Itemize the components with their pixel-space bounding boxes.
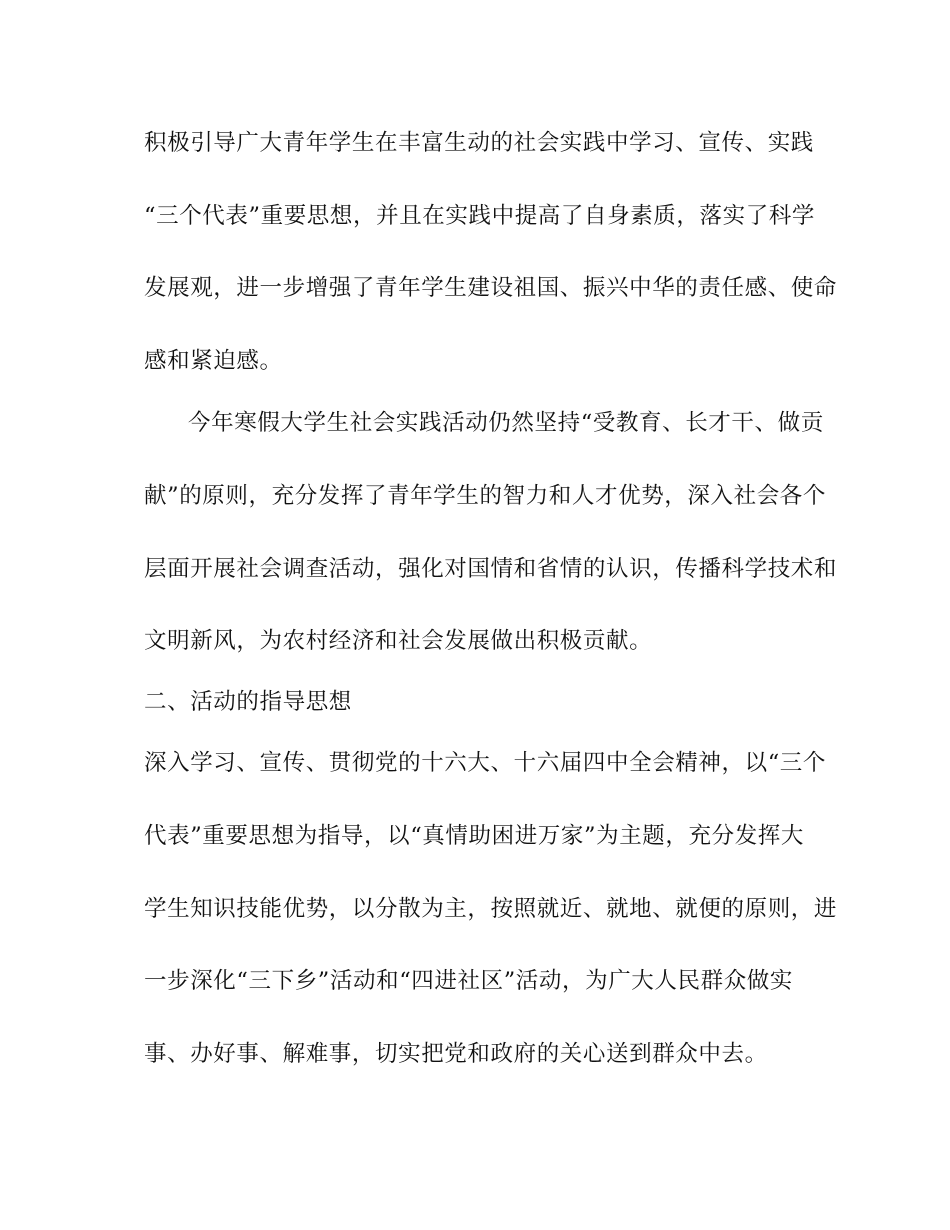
paragraph-1-line-4: 感和紧迫感。 [144,348,283,374]
section-heading: 二、活动的指导思想 [144,689,352,715]
paragraph-3-line-2: 代表”重要思想为指导，以“真情助困进万家”为主题，充分发挥大 [144,823,805,849]
paragraph-2-line-2: 献”的原则，充分发挥了青年学生的智力和人才优势，深入社会各个 [144,483,827,509]
paragraph-2-line-4: 文明新风，为农村经济和社会发展做出积极贡献。 [144,628,653,654]
paragraph-3-line-1: 深入学习、宣传、贯彻党的十六大、十六届四中全会精神，以“三个 [144,750,827,776]
paragraph-3-line-3: 学生知识技能优势，以分散为主，按照就近、就地、就便的原则，进 [144,896,838,922]
paragraph-2-line-3: 层面开展社会调查活动，强化对国情和省情的认识，传播科学技术和 [144,556,838,582]
paragraph-2-line-1: 今年寒假大学生社会实践活动仍然坚持“受教育、长才干、做贡 [188,410,824,436]
paragraph-1-line-3: 发展观，进一步增强了青年学生建设祖国、振兴中华的责任感、使命 [144,275,838,301]
paragraph-3-line-4: 一步深化“三下乡”活动和“四进社区”活动，为广大人民群众做实 [144,968,794,994]
paragraph-1-line-1: 积极引导广大青年学生在丰富生动的社会实践中学习、宣传、实践 [144,130,814,156]
paragraph-3-line-5: 事、办好事、解难事，切实把党和政府的关心送到群众中去。 [144,1041,768,1067]
paragraph-1-line-2: “三个代表”重要思想，并且在实践中提高了自身素质，落实了科学 [144,203,816,229]
